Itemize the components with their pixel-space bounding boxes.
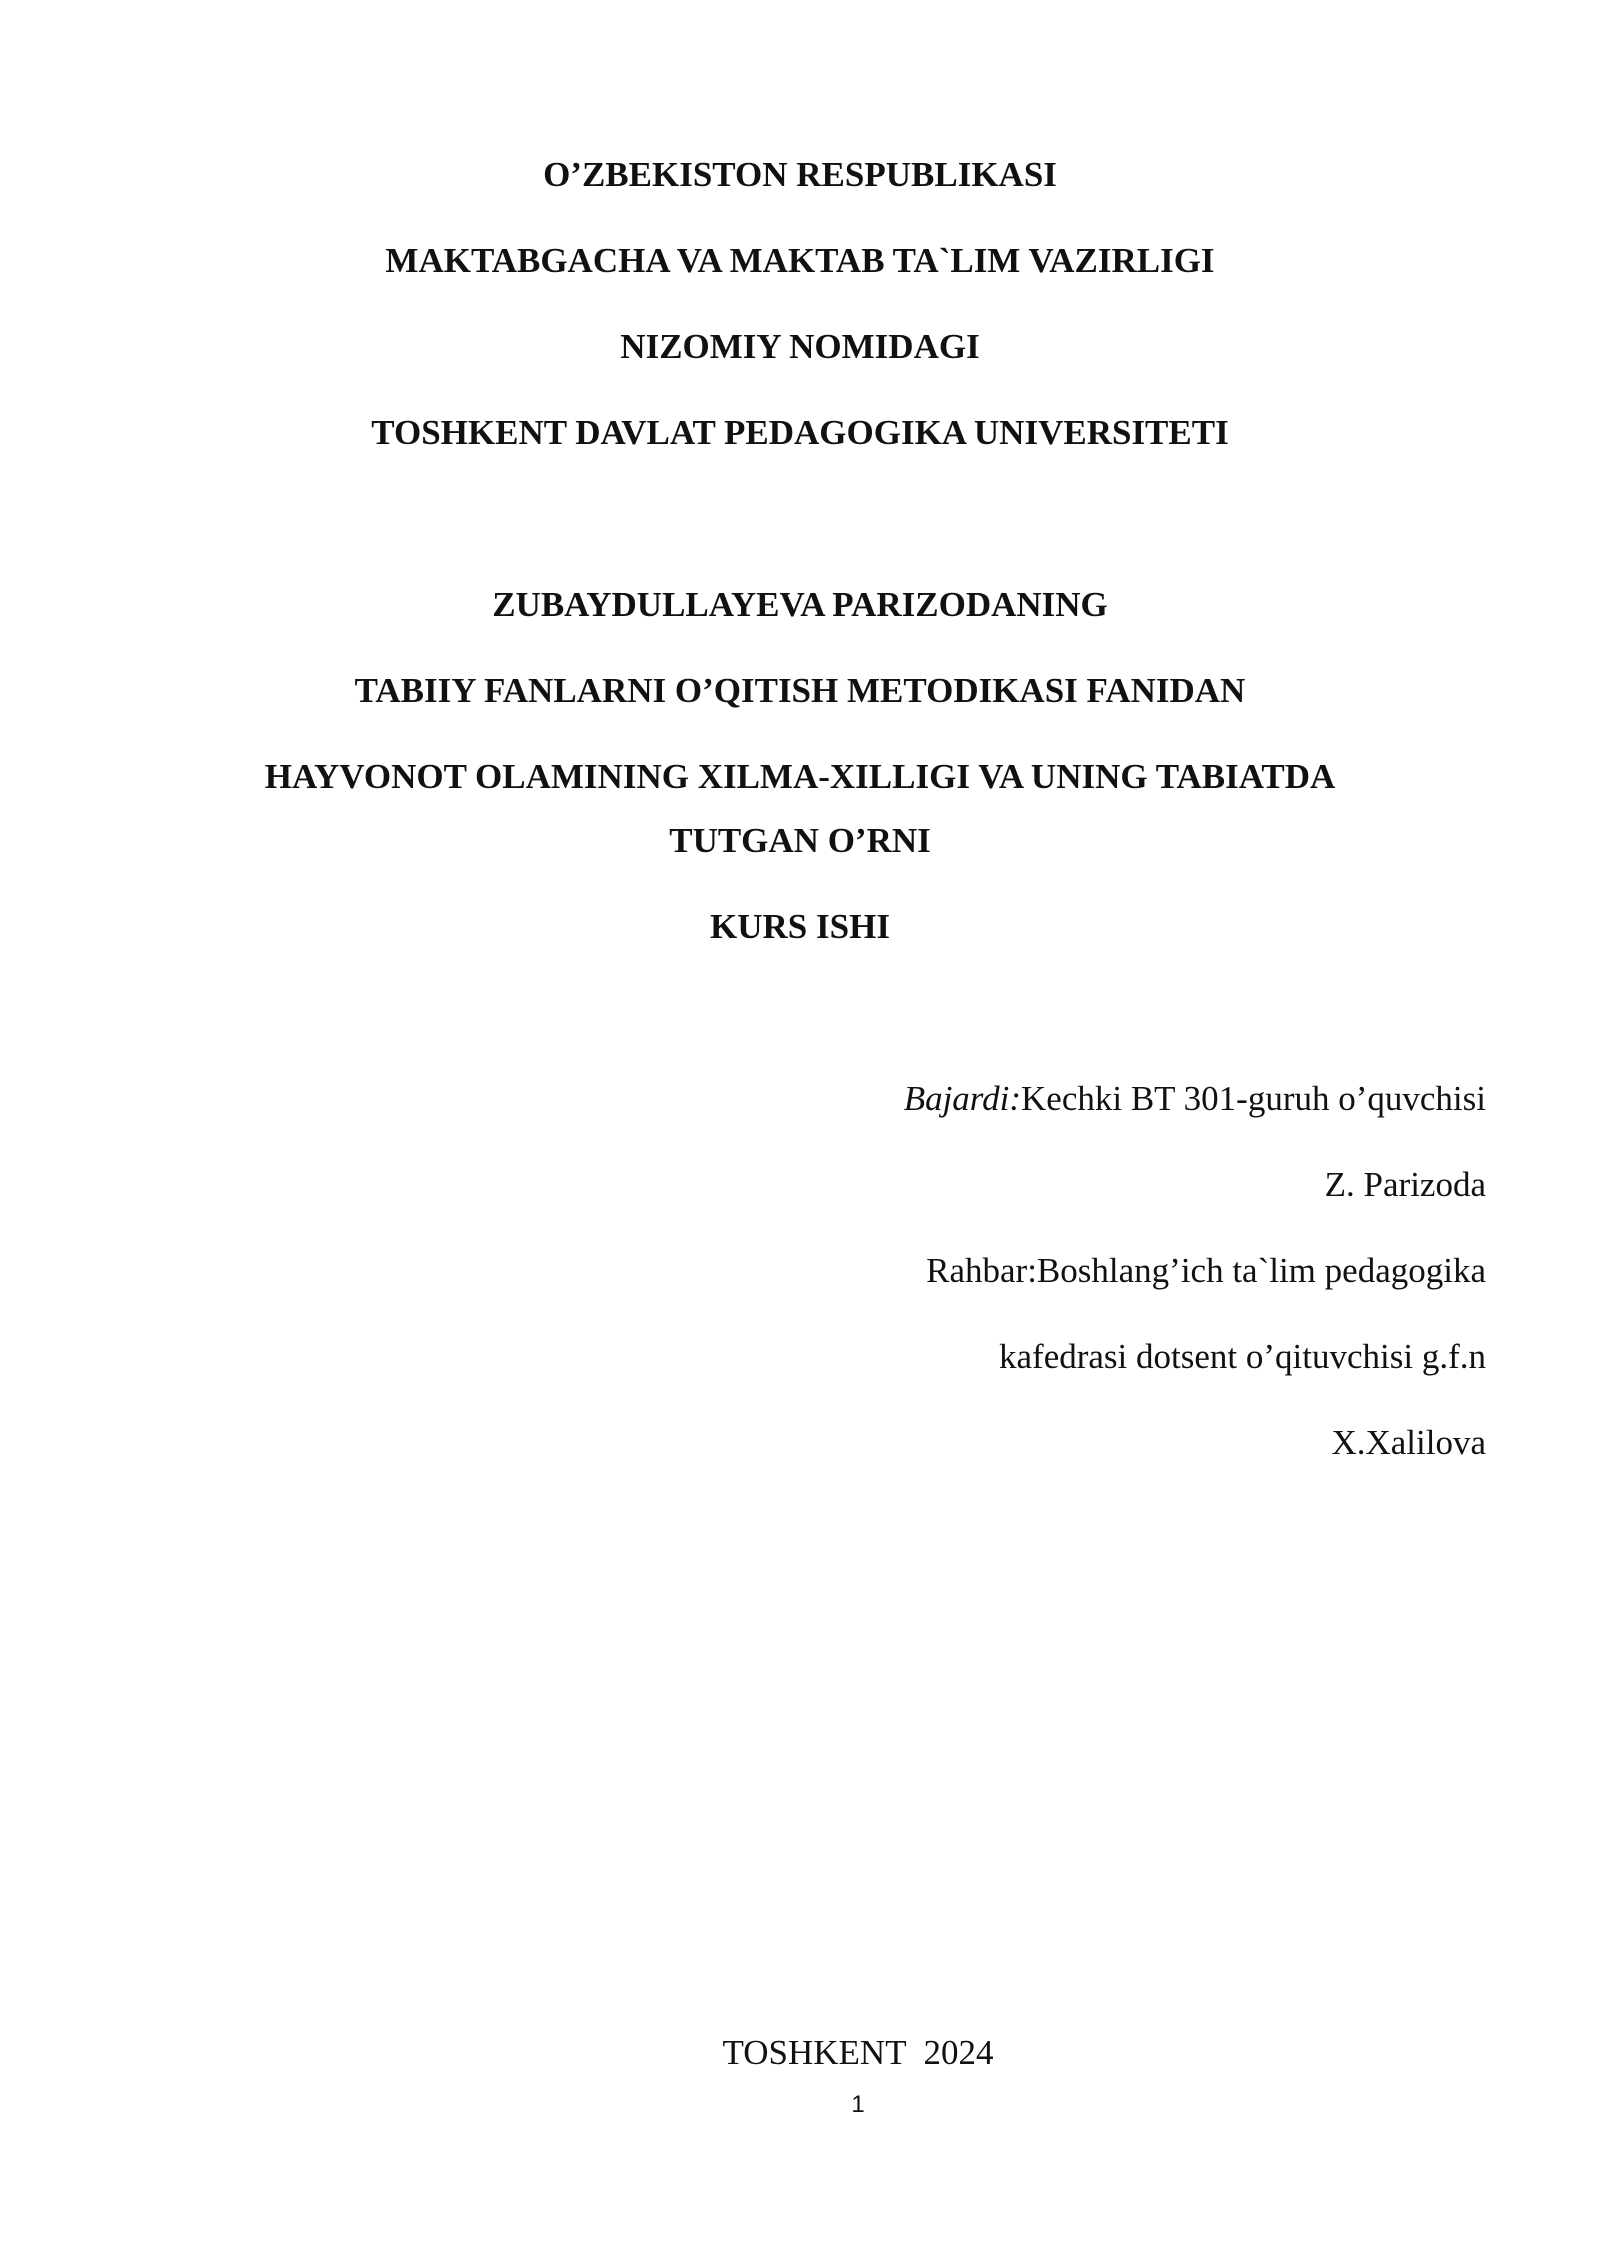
work-type: KURS ISHI <box>710 907 890 946</box>
topic-line-2: TUTGAN O’RNI <box>669 821 931 860</box>
ministry-country: O’ZBEKISTON RESPUBLIKASI <box>543 155 1057 194</box>
ministry-name: MAKTABGACHA VA MAKTAB TA`LIM VAZIRLIGI <box>385 241 1215 280</box>
author-name: ZUBAYDULLAYEVA PARIZODANING <box>492 585 1108 624</box>
supervisor-line-2: kafedrasi dotsent o’qituvchisi g.f.n <box>999 1337 1486 1376</box>
topic-line-1: HAYVONOT OLAMINING XILMA-XILLIGI VA UNING TABIATDA <box>264 757 1336 796</box>
performed-label: Bajardi: <box>903 1079 1022 1118</box>
page-number: 1 <box>851 2091 865 2118</box>
supervisor-line-1: Rahbar:Boshlang’ich ta`lim pedagogika <box>926 1251 1486 1290</box>
subject-name: TABIIY FANLARNI O’QITISH METODIKASI FANIDAN <box>354 671 1246 710</box>
named-after: NIZOMIY NOMIDAGI <box>620 327 980 366</box>
city-year: TOSHKENT 2024 <box>722 2033 994 2072</box>
supervisor-name: X.Xalilova <box>1331 1423 1486 1462</box>
university-name: TOSHKENT DAVLAT PEDAGOGIKA UNIVERSITETI <box>371 413 1229 452</box>
performed-by <box>0 1078 1486 1120</box>
student-name: Z. Parizoda <box>1324 1165 1486 1204</box>
performed-value: Kechki BT 301-guruh o’quvchisi <box>1021 1079 1486 1118</box>
